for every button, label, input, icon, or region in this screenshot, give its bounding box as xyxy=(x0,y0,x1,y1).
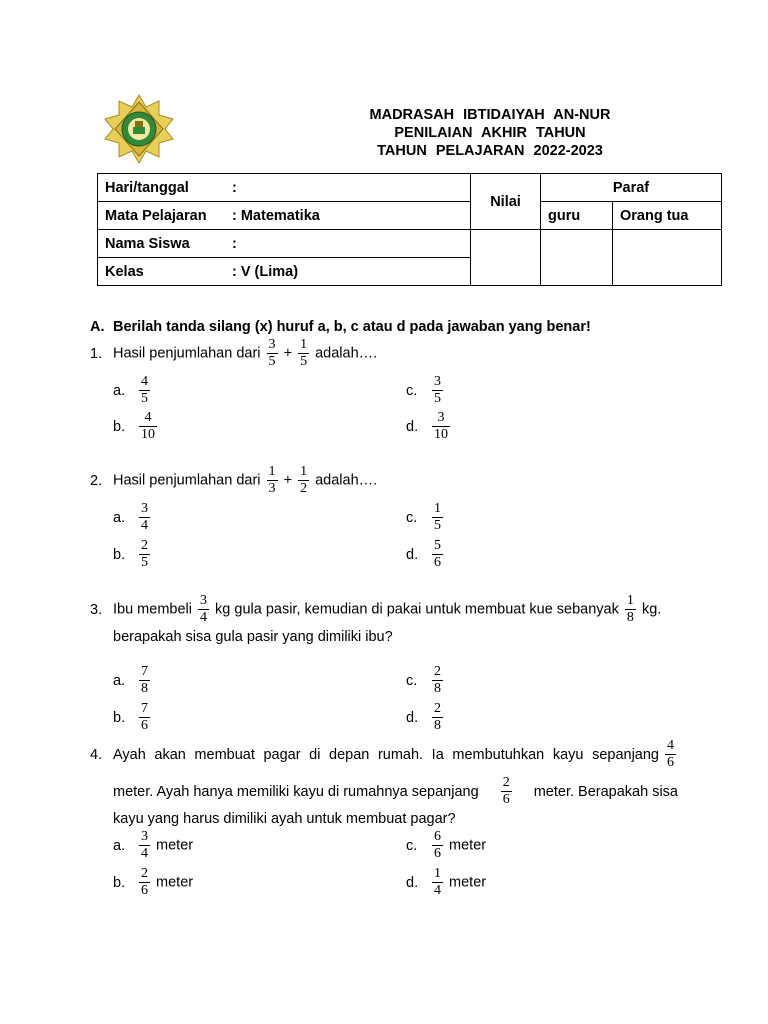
q3-option-a[interactable]: a. $\frac{7}{8}$ xyxy=(113,664,148,696)
q4-option-c[interactable]: c. $\frac{6}{6}$ meter xyxy=(406,829,487,861)
fraction: $\frac{4}{6}$ xyxy=(667,738,674,770)
q3-option-d[interactable]: d. $\frac{2}{8}$ xyxy=(406,701,441,733)
q1-option-a[interactable]: a. $\frac{4}{5}$ xyxy=(113,374,148,406)
q4-option-d[interactable]: d. $\frac{1}{4}$ meter xyxy=(406,866,487,898)
q4-option-b[interactable]: b. $\frac{2}{6}$ meter xyxy=(113,866,194,898)
q1-option-b[interactable]: b. $\frac{4}{10}$ xyxy=(113,410,155,442)
orang-tua-header: Orang tua xyxy=(613,202,722,230)
question-2: 2. Hasil penjumlahan dari $\frac{1}{3}$ + $\frac{1}{2}$ adalah…. xyxy=(90,464,378,496)
paraf-header: Paraf xyxy=(541,174,722,202)
fraction: $\frac{1}{5}$ xyxy=(300,337,308,369)
fraction: $\frac{1}{2}$ xyxy=(300,464,308,496)
question-1: 1. Hasil penjumlahan dari $\frac{3}{5}$ + $\frac{1}{5}$ adalah…. xyxy=(90,337,378,369)
nilai-cell xyxy=(471,230,541,286)
fraction: $\frac{1}{3}$ xyxy=(268,464,276,496)
paraf-orang-tua-cell xyxy=(613,230,722,286)
q1-option-c[interactable]: c. $\frac{3}{5}$ xyxy=(406,374,441,406)
q2-option-a[interactable]: a. $\frac{3}{4}$ xyxy=(113,501,148,533)
mata-pelajaran-row: Mata Pelajaran : Matematika xyxy=(98,202,471,230)
question-4: 4. Ayah akan membuat pagar di depan rumah. Ia membutuhkan kayu sepanjang $\frac{4}{6}$ xyxy=(90,738,674,770)
academic-year: TAHUN PELAJARAN 2022-2023 xyxy=(377,143,603,159)
q1-option-d[interactable]: d. $\frac{3}{10}$ xyxy=(406,410,448,442)
q4-option-a[interactable]: a. $\frac{3}{4}$ meter xyxy=(113,829,194,861)
question-3: 3. Ibu membeli $\frac{3}{4}$ kg gula pasir, kemudian di pakai untuk membuat kue sebanyak $\frac{1}{8}$ kg. xyxy=(90,593,662,625)
question-4-line3: kayu yang harus dimiliki ayah untuk membuat pagar? xyxy=(113,811,456,827)
hari-tanggal-row: Hari/tanggal : xyxy=(98,174,471,202)
nama-siswa-row: Nama Siswa : xyxy=(98,230,471,258)
q2-option-d[interactable]: d. $\frac{5}{6}$ xyxy=(406,538,441,570)
q2-option-c[interactable]: c. $\frac{1}{5}$ xyxy=(406,501,441,533)
guru-header: guru xyxy=(541,202,613,230)
fraction: $\frac{1}{8}$ xyxy=(626,593,634,625)
exam-title: PENILAIAN AKHIR TAHUN xyxy=(394,125,586,141)
question-4-line2: meter. Ayah hanya memiliki kayu di rumahnya sepanjang $\frac{2}{6}$ meter. Berapakah sisa xyxy=(113,775,678,807)
student-info-table xyxy=(97,173,722,286)
nilai-header: Nilai xyxy=(471,174,541,230)
question-3-line2: berapakah sisa gula pasir yang dimiliki ibu? xyxy=(113,629,393,645)
school-name: MADRASAH IBTIDAIYAH AN-NUR xyxy=(369,107,611,123)
q3-option-c[interactable]: c. $\frac{2}{8}$ xyxy=(406,664,441,696)
school-logo-icon xyxy=(101,93,177,165)
fraction: $\frac{3}{4}$ xyxy=(200,593,208,625)
q3-option-b[interactable]: b. $\frac{7}{6}$ xyxy=(113,701,148,733)
paraf-guru-cell xyxy=(541,230,613,286)
fraction: $\frac{3}{5}$ xyxy=(268,337,276,369)
q2-option-b[interactable]: b. $\frac{2}{5}$ xyxy=(113,538,148,570)
fraction: $\frac{2}{6}$ xyxy=(502,775,510,807)
kelas-row: Kelas : V (Lima) xyxy=(98,258,471,286)
